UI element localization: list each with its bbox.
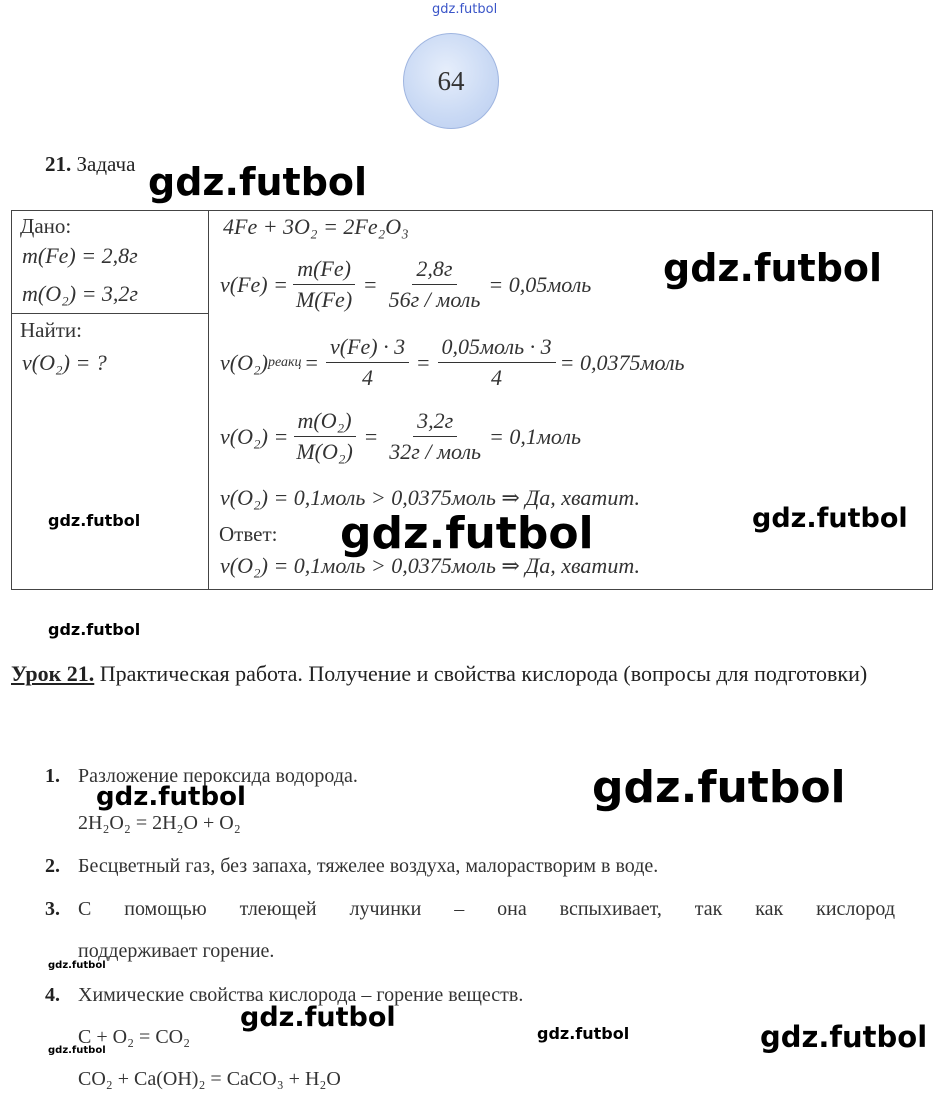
table-divider-vertical xyxy=(208,210,209,590)
fraction-numerator: m(O₂) xyxy=(294,408,356,437)
fraction xyxy=(438,334,556,391)
fraction-denominator: 4 xyxy=(362,365,374,390)
item-formula: 2H₂O₂ = 2H₂O + O₂ xyxy=(78,812,241,834)
answer-text: ν(O₂) = 0,1моль > 0,0375моль ⇒ Да, хватит. xyxy=(220,553,640,578)
watermark: gdz.futbol xyxy=(760,1020,928,1054)
table-divider-horizontal xyxy=(11,313,209,314)
item-number: 2. xyxy=(45,855,60,877)
calc-result: = 0,1моль xyxy=(489,423,581,449)
calc-lhs: ν(O₂) = xyxy=(220,423,289,449)
fraction-numerator: m(Fe) xyxy=(293,256,355,285)
find-label: Найти: xyxy=(20,318,82,342)
calc-comparison: ν(O₂) = 0,1моль > 0,0375моль ⇒ Да, хватит. xyxy=(220,485,640,510)
calc-nu-o2: ν(O₂) = $\frac{\text{m(O₂)}}{\text{M(O₂)}}$ = $\frac{3,2г}{\text{32г / моль}}$ = 0,1моль xyxy=(220,408,581,464)
fraction xyxy=(385,408,485,465)
item-text: Химические свойства кислорода – горение веществ. xyxy=(78,984,524,1006)
watermark: gdz.futbol xyxy=(48,620,141,639)
lesson-title: Практическая работа. Получение и свойства кислорода (вопросы для подготовки) xyxy=(99,661,868,686)
given-mass-o2: m(O₂) = 3,2г xyxy=(22,281,139,306)
reaction-equation: 4Fe + 3O₂ = 2Fe₂O₃ xyxy=(223,214,409,239)
watermark: gdz.futbol xyxy=(240,1002,396,1033)
calc-lhs: ν(Fe) = xyxy=(220,271,288,297)
fraction-numerator: 0,05моль · 3 xyxy=(438,334,556,363)
watermark: gdz.futbol xyxy=(340,508,594,559)
task-header xyxy=(45,152,135,177)
item-text-line2: поддерживает горение. xyxy=(78,940,275,962)
fraction-numerator: ν(Fe) · 3 xyxy=(326,334,409,363)
calc-subscript: реакц xyxy=(267,354,302,370)
watermark: gdz.futbol xyxy=(432,2,498,17)
lesson-label: Урок 21. xyxy=(11,661,95,686)
item-number: 4. xyxy=(45,984,60,1006)
calc-result: = 0,0375моль xyxy=(559,349,685,375)
given-mass-fe: m(Fe) = 2,8г xyxy=(22,243,138,268)
answer-label: Ответ: xyxy=(219,522,278,546)
fraction-denominator: 4 xyxy=(491,365,503,390)
watermark: gdz.futbol xyxy=(752,503,908,534)
item-number: 3. xyxy=(45,898,60,920)
fraction-numerator: 3,2г xyxy=(413,408,457,437)
fraction xyxy=(385,256,485,313)
watermark: gdz.futbol xyxy=(48,960,106,971)
calc-lhs: ν(O₂) xyxy=(220,349,268,375)
fraction-numerator: 2,8г xyxy=(412,256,456,285)
fraction-denominator: M(Fe) xyxy=(295,287,353,312)
fraction-denominator: 32г / моль xyxy=(389,439,482,464)
item-text: Разложение пероксида водорода. xyxy=(78,765,358,787)
page-number-badge: 64 xyxy=(403,33,499,129)
watermark: gdz.futbol xyxy=(48,511,141,530)
item-number: 1. xyxy=(45,765,60,787)
lesson-heading xyxy=(11,650,911,698)
find-nu-o2: ν(O₂) = ? xyxy=(22,350,107,375)
given-label: Дано: xyxy=(20,214,72,238)
item-formula: C + O₂ = CO₂ xyxy=(78,1026,191,1048)
calc-nu-o2-reaction: ν(O₂) реакц = $\frac{\nu(Fe) \cdot 3}{4}$ = $\frac{\text{0,05моль · 3}}{4}$ = 0,0375моль xyxy=(220,334,685,390)
item-text-line1: С помощью тлеющей лучинки – она вспыхивает, так как кислород xyxy=(78,898,895,920)
watermark: gdz.futbol xyxy=(592,762,846,813)
watermark: gdz.futbol xyxy=(96,782,246,812)
fraction-denominator: 56г / моль xyxy=(388,287,481,312)
task-title: Задача xyxy=(76,152,136,176)
watermark: gdz.futbol xyxy=(48,1045,106,1056)
task-number: 21. xyxy=(45,152,72,176)
item-text: Бесцветный газ, без запаха, тяжелее воздуха, малорастворим в воде. xyxy=(78,855,659,877)
fraction xyxy=(292,256,356,313)
watermark: gdz.futbol xyxy=(148,160,368,204)
watermark: gdz.futbol xyxy=(537,1024,630,1043)
fraction xyxy=(326,334,409,391)
calc-result: = 0,05моль xyxy=(488,271,592,297)
calc-nu-fe: ν(Fe) = $\frac{m(Fe)}{M(Fe)}$ = $\frac{2,8г}{\text{56г / моль}}$ = 0,05моль xyxy=(220,256,592,312)
fraction-denominator: M(O₂) xyxy=(296,439,353,464)
item-formula: CO₂ + Ca(OH)₂ = CaCO₃ + H₂O xyxy=(78,1068,341,1090)
fraction xyxy=(292,408,357,465)
watermark: gdz.futbol xyxy=(663,246,883,290)
